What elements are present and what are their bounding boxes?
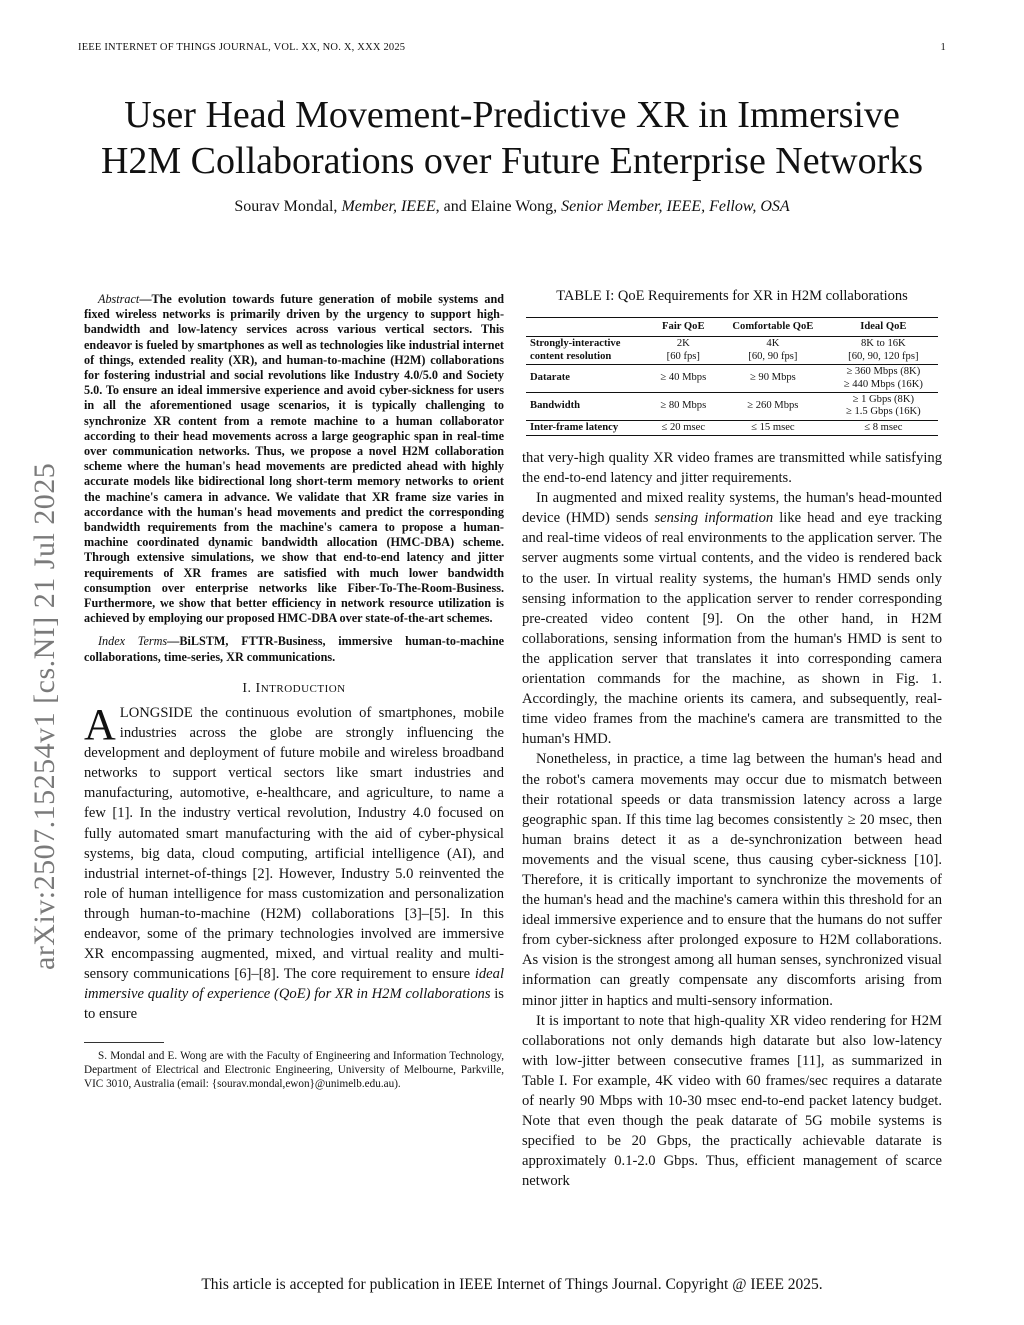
table-cell: ≥ 260 Mbps <box>747 400 799 412</box>
cell-line: [60, 90 fps] <box>748 350 798 362</box>
intro-text-start: LONGSIDE the continuous evolution of smartphones, mobile industries across the globe are strongly influencing the development and deployment of future mobile and wireless broadband networks to support vertical sectors like smart industries and manufacturing, automotive, e-healthcare, and agriculture, to name a few [1]. In the industry vertical revolution, Industry 4.0 focused on fully automated smart manufacturing with the aid of cyber-physical systems, big data, cloud computing, artificial intelligence (AI), and industrial internet-of-things [2]. However, Industry 5.0 reinvented the role of human intelligence for mass customization and personalization through human-to-machine (H2M) collaborations [3]–[5]. In this endeavor, some of the primary technologies involved are immersive XR encompassing augmented, mixed, and virtual reality and multi-sensory communications [6]–[8]. The core requirement to ensure <box>84 704 504 983</box>
section-first-letter: I <box>255 680 261 696</box>
cell-line: [60 fps] <box>666 350 700 362</box>
table-row <box>526 365 938 393</box>
cell-line: 2K <box>676 338 690 350</box>
intro-paragraph <box>84 699 504 1025</box>
table-cell: ≤ 20 msec <box>661 421 706 433</box>
table-row <box>526 393 938 421</box>
abstract-text: —The evolution towards future generation of mobile systems and fixed wireless networks is primarily driven by the urgency to support high-bandwidth and low-latency services across various vertical sectors. This endeavor is fueled by smartphones as well as technologies like industrial internet of things, extended reality (XR), and human-to-machine (H2M) collaborations for fostering industrial and social revolutions like Industry 4.0/5.0 and Society 5.0. To ensure an ideal immersive experience and avoid cyber-sickness for users in all the aforementioned usage scenarios, it is typically challenging to synchronize XR content from a remote machine to a human collaborator according to their head movements across a large geographic span in real-time over communication networks. Thus, we propose a novel H2M collaboration scheme where the human's head movements are predicted ahead with highly accurate models like bidirectional long short-term memory networks to orient the machine's camera in advance. We validate that XR frame size varies in accordance with the human's head movements and predict the corresponding bandwidth requirements from the machine's camera to propose a human-machine coordinated dynamic bandwidth allocation (HMC-DBA) scheme. Through extensive simulations, we show that end-to-end latency and jitter requirements of XR frames are satisfied with much lower bandwidth consumption over enterprise networks like Fiber-To-The-Room-Business. Furthermore, we show that better efficiency in network resource utilization is achieved by employing our proposed HMC-DBA over state-of-the-art schemes. <box>84 292 504 626</box>
abstract-label: Abstract <box>98 292 140 306</box>
cell-line: ≥ 440 Mbps (16K) <box>843 378 923 390</box>
cell-line: [60, 90, 120 fps] <box>848 350 919 362</box>
paragraph-italic: sensing information <box>654 510 774 527</box>
table-caption: TABLE I: QoE Requirements for XR in H2M collaborations <box>556 288 908 304</box>
paragraph-text: In augmented and mixed reality systems, the human's head-mounted device (HMD) sends <box>522 490 942 527</box>
author-1-role: Member, IEEE <box>341 198 436 215</box>
table-header-row <box>526 318 938 337</box>
author-2-role: Senior Member, IEEE, Fellow, OSA <box>561 198 790 215</box>
table-header-cell: Comfortable QoE <box>732 321 814 332</box>
cell-line: ≥ 360 Mbps (8K) <box>846 366 921 378</box>
author-2: , and Elaine Wong, <box>435 198 562 215</box>
journal-name: IEEE INTERNET OF THINGS JOURNAL, VOL. XX, NO. X, XXX 2025 <box>78 42 406 53</box>
cell-line: 8K to 16K <box>860 338 906 350</box>
section-heading-introduction <box>84 679 504 699</box>
cell-line: ≥ 1.5 Gbps (16K) <box>846 406 921 418</box>
running-header <box>78 42 946 53</box>
index-terms-text: —BiLSTM, FTTR-Business, immersive human-to-machine collaborations, time-series, XR communications. <box>84 634 505 664</box>
table-cell <box>829 393 938 421</box>
right-column <box>522 448 942 1191</box>
table-cell <box>650 337 718 365</box>
author-1: Sourav Mondal, <box>234 198 342 215</box>
left-column <box>84 292 504 1091</box>
section-title-rest: NTRODUCTION <box>260 682 346 695</box>
index-terms-label: Index Terms <box>98 634 168 649</box>
intro-text-end: is to ensure <box>84 986 504 1023</box>
row-label: Bandwidth <box>530 400 581 412</box>
row-label: Datarate <box>530 372 571 384</box>
section-number: I. <box>242 680 256 696</box>
cell-line: 4K <box>766 338 780 350</box>
table-cell: ≥ 40 Mbps <box>660 372 707 384</box>
row-label-line: Strongly-interactive <box>530 338 621 350</box>
paragraph-text: like head and eye tracking and real-time videos of real environments to the application server. The server augments some virtual contents, and the video is rendered back to the user. In virtual reality systems, the human's HMD sends only sensing information to the application server to render corresponding pre-created video content [9]. On the other hand, in H2M collaborations, sensing information from the human's HMD is sent to the application server that translates it into corresponding camera orientation commands for the machine, as shown in Fig. 1. Accordingly, the machine orients its camera, and subsequently, real-time video frames from the machine's camera are transmitted to the human's HMD. <box>522 510 943 748</box>
title-line-1: User Head Movement-Predictive XR in Immersive <box>124 94 900 136</box>
table-row <box>526 337 938 365</box>
table-cell: ≥ 90 Mbps <box>749 372 796 384</box>
table-cell <box>717 337 829 365</box>
arxiv-stamp: arXiv:2507.15254v1 [cs.NI] 21 Jul 2025 <box>28 462 61 970</box>
table-header-cell: Fair QoE <box>662 321 705 332</box>
index-terms <box>84 634 504 664</box>
qoe-table <box>526 317 938 436</box>
body-paragraph: It is important to note that high-quality XR video rendering for H2M collaborations not only demands high datarate but also low-latency with low-jitter between consecutive frames [11], as summarized in Table I. For example, 4K video with 60 frames/sec requires a datarate of nearly 90 Mbps with 10-30 msec end-to-end packet latency budget. Note that even though the peak datarate of 5G mobile systems is specified to be 20 Gbps, the practically achievable datarate is approximately 0.1-2.0 Gbps. Thus, efficient management of scarce network <box>522 1012 942 1190</box>
author-line <box>60 198 964 216</box>
table-cell: ≤ 15 msec <box>751 421 795 433</box>
body-paragraph: Nonetheless, in practice, a time lag between the human's head and the robot's camera movements may occur due to mismatch between their rotational speeds or data transmission latency across a large geographic span. If this time lag becomes consistently ≥ 20 msec, then human brains detect it as a de-synchronization between head movements and the visual scene, thus causing cyber-sickness [10]. Therefore, it is critically important to synchronize the movements of the human's head and the machine's camera within this threshold for an ideal immersive experience and to ensure that the humans do not suffer from cyber-sickness after prolonged exposure to H2M collaborations. As vision is the strongest among all human senses, synchronized visual information can greatly compensate any discomforts arising from minor jitter in haptics and multi-sensory information. <box>522 751 942 1009</box>
page-number: 1 <box>940 42 946 53</box>
title-line-2: H2M Collaborations over Future Enterprise Networks <box>100 140 924 182</box>
table-header-cell: Ideal QoE <box>860 321 907 332</box>
body-paragraph <box>522 488 942 749</box>
row-label <box>526 337 650 365</box>
drop-cap: A <box>84 699 116 749</box>
table-cell <box>829 365 938 393</box>
table-header-cell <box>526 318 650 337</box>
row-label-line: content resolution <box>530 350 612 362</box>
table-cell: ≥ 80 Mbps <box>660 400 707 412</box>
paper-title <box>30 92 994 184</box>
footnote-rule <box>84 1042 164 1043</box>
table-cell <box>829 337 938 365</box>
body-paragraph: that very-high quality XR video frames are transmitted while satisfying the end-to-end latency and jitter requirements. <box>522 450 942 487</box>
affiliation-footnote: S. Mondal and E. Wong are with the Faculty of Engineering and Information Technology, Department of Electrical and Electronic Engineering, University of Melbourne, Parkville, VIC 3010, Australia (email: {sourav.mondal,ewon}@unimelb.edu.au). <box>84 1050 504 1091</box>
cell-line: ≥ 1 Gbps (8K) <box>852 394 915 406</box>
intro-text-italic: ideal immersive quality of experience (QoE) for XR in H2M collaborations <box>84 966 504 1003</box>
table-cell: ≤ 8 msec <box>864 421 903 433</box>
row-label: Inter-frame latency <box>530 421 619 433</box>
abstract <box>84 292 504 626</box>
table-row <box>526 420 938 435</box>
publication-notice: This article is accepted for publication in IEEE Internet of Things Journal. Copyright @ IEEE 2025. <box>201 1276 823 1293</box>
